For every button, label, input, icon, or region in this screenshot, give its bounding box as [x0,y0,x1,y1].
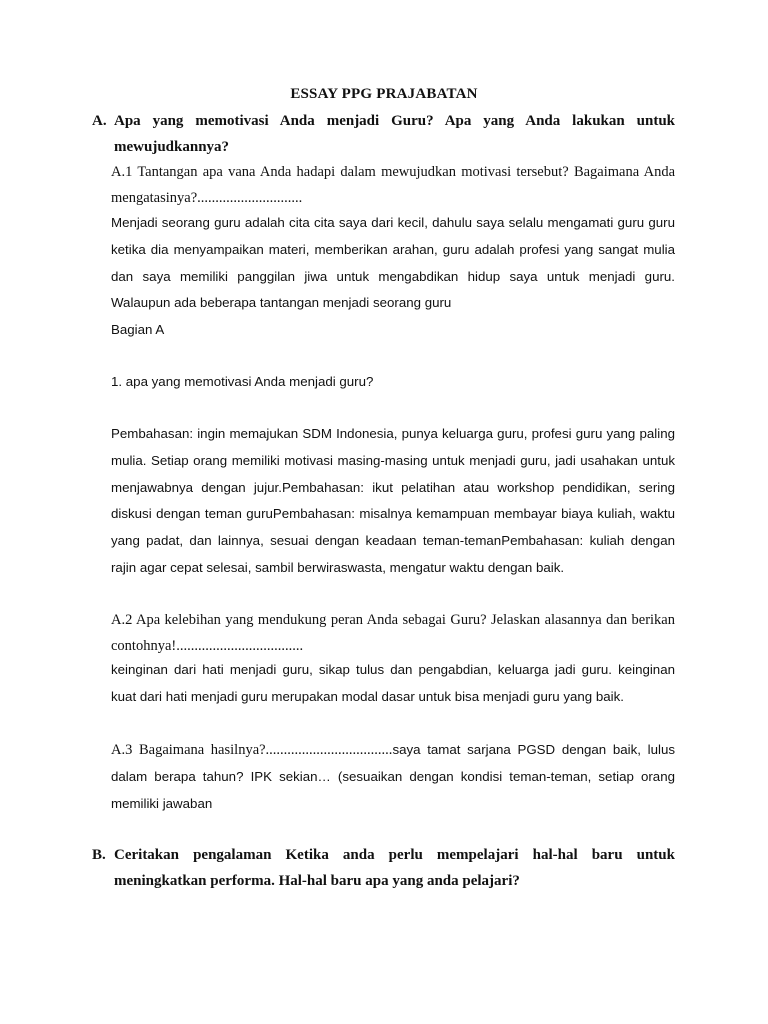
a2-answer: keinginan dari hati menjadi guru, sikap tulus dan pengabdian, keluarga jadi guru. keinginan kuat dari hati menjadi guru merupakan modal dasar untuk bisa menjadi guru yang baik. [111,662,675,704]
section-a-heading [92,108,675,160]
section-b-question: Ceritakan pengalaman Ketika anda perlu mempelajari hal-hal baru untuk meningkatkan performa. Hal-hal baru apa yang anda pelajari? [114,847,675,889]
a1-answer: Menjadi seorang guru adalah cita cita saya dari kecil, dahulu saya selalu mengamati guru guru ketika dia menyampaikan materi, memberikan arahan, guru adalah profesi yang sangat mulia dan saya memiliki panggilan jiwa untuk mengabdikan hidup saya untuk menjadi guru. Walaupun ada beberapa tantangan menjadi seorang guru [111,215,675,311]
a2-question: A.2 Apa kelebihan yang mendukung peran Anda sebagai Guru? Jelaskan alasannya dan berikan contohnya!................................... [111,612,675,654]
section-b-label: B. [92,847,106,863]
section-a-label: A. [92,113,107,129]
page-title: ESSAY PPG PRAJABATAN [290,86,478,102]
a3-paragraph [111,737,675,817]
item-1-question: 1. apa yang memotivasi Anda menjadi guru? [111,374,374,389]
section-b-heading [92,842,675,894]
bagian-label: Bagian A [111,322,165,337]
a3-answer: saya tamat sarjana PGSD dengan baik, lulus dalam berapa tahun? IPK sekian… (sesuaikan dengan kondisi teman-teman, setiap orang memiliki jawaban [111,742,675,811]
pembahasan-paragraph: Pembahasan: ingin memajukan SDM Indonesia, punya keluarga guru, profesi guru yang paling mulia. Setiap orang memiliki motivasi masing-masing untuk menjadi guru, jadi usahakan untuk menjawabnya dengan jujur.Pembahasan: ikut pelatihan atau workshop pendidikan, sering diskusi dengan teman guruPembahasan: misalnya kemampuan membayar biaya kuliah, waktu yang padat, dan lainnya, sesuai dengan keadaan teman-temanPembahasan: kuliah dengan rajin agar cepat selesai, sambil berwiraswasta, mengatur waktu dengan baik. [111,426,675,575]
a3-question: A.3 Bagaimana hasilnya?................................... [111,742,393,758]
a1-question: A.1 Tantangan apa vana Anda hadapi dalam mewujudkan motivasi tersebut? Bagaimana Anda mengatasinya?............................. [111,164,675,206]
section-a-question: Apa yang memotivasi Anda menjadi Guru? Apa yang Anda lakukan untuk mewujudkannya? [114,113,675,155]
